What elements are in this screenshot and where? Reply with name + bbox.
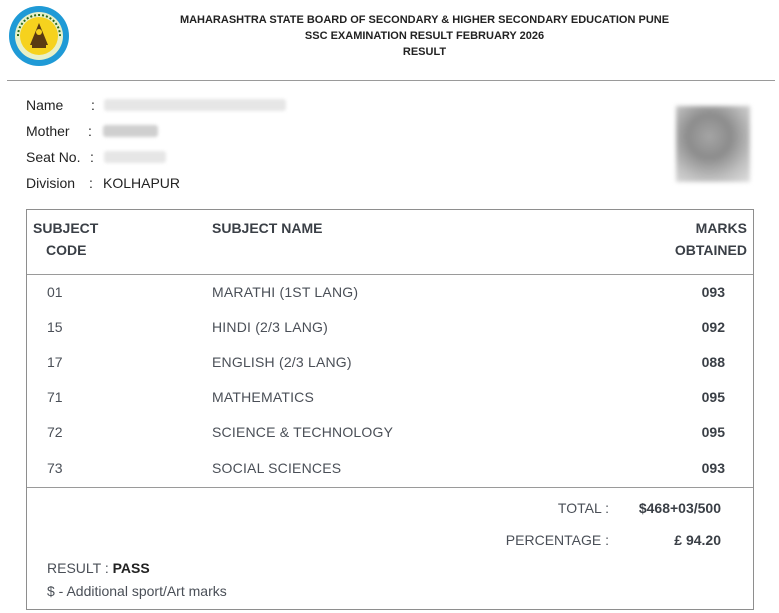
col-marks-line1: MARKS — [695, 220, 747, 236]
subject-marks: 095 — [701, 424, 725, 440]
subject-marks: 092 — [701, 319, 725, 335]
total-label: TOTAL : — [557, 500, 609, 516]
table-row — [27, 354, 753, 376]
subject-name: ENGLISH (2/3 LANG) — [212, 354, 352, 370]
col-marks-header — [675, 217, 747, 261]
seat-label: Seat No. — [26, 149, 81, 165]
subject-marks: 093 — [701, 460, 725, 476]
table-footer-divider — [27, 487, 753, 488]
board-title: MAHARASHTRA STATE BOARD OF SECONDARY & HIGHER SECONDARY EDUCATION PUNE — [179, 14, 670, 26]
col-marks-line2: OBTAINED — [674, 242, 747, 258]
percentage-label: PERCENTAGE : — [505, 532, 609, 548]
page-header — [70, 12, 779, 60]
result-value: PASS — [112, 560, 150, 576]
student-photo — [676, 106, 750, 182]
header-divider — [7, 80, 775, 81]
subject-name: MARATHI (1ST LANG) — [212, 284, 359, 300]
marks-panel — [26, 209, 754, 610]
table-row — [27, 319, 753, 341]
subject-name: SOCIAL SCIENCES — [212, 460, 342, 476]
percentage-value: £ 94.20 — [674, 532, 721, 548]
subject-code: 73 — [47, 460, 63, 476]
result-title: RESULT — [402, 46, 447, 58]
col-code-line2: CODE — [46, 242, 87, 258]
total-value: $468+03/500 — [638, 500, 721, 516]
seat-colon: : — [90, 149, 94, 165]
division-value: KOLHAPUR — [103, 175, 181, 191]
name-label: Name — [26, 97, 64, 113]
mother-label: Mother — [26, 123, 70, 139]
col-name-header: SUBJECT NAME — [212, 220, 323, 236]
subject-code: 72 — [47, 424, 63, 440]
subject-code: 17 — [47, 354, 63, 370]
division-label: Division — [26, 175, 76, 191]
division-colon: : — [89, 175, 93, 191]
subject-name: MATHEMATICS — [212, 389, 315, 405]
subject-code: 71 — [47, 389, 63, 405]
mother-colon: : — [88, 123, 92, 139]
exam-title: SSC EXAMINATION RESULT FEBRUARY 2026 — [304, 30, 545, 42]
subject-marks: 093 — [701, 284, 725, 300]
result-line — [47, 560, 150, 576]
seat-redacted — [104, 151, 166, 163]
subject-name: SCIENCE & TECHNOLOGY — [212, 424, 394, 440]
mother-redacted — [103, 125, 158, 137]
result-label: RESULT : — [47, 560, 109, 576]
subject-name: HINDI (2/3 LANG) — [212, 319, 328, 335]
subject-marks: 088 — [701, 354, 725, 370]
table-row — [27, 284, 753, 306]
additional-marks-note: $ - Additional sport/Art marks — [47, 583, 227, 599]
subject-marks: 095 — [701, 389, 725, 405]
name-colon: : — [91, 97, 95, 113]
table-row — [27, 424, 753, 446]
col-code-header — [33, 217, 98, 261]
subject-code: 15 — [47, 319, 63, 335]
subject-code: 01 — [47, 284, 63, 300]
table-row — [27, 389, 753, 411]
col-code-line1: SUBJECT — [33, 220, 99, 236]
name-redacted — [104, 99, 286, 111]
table-row — [27, 460, 753, 482]
table-header-divider — [27, 274, 753, 275]
